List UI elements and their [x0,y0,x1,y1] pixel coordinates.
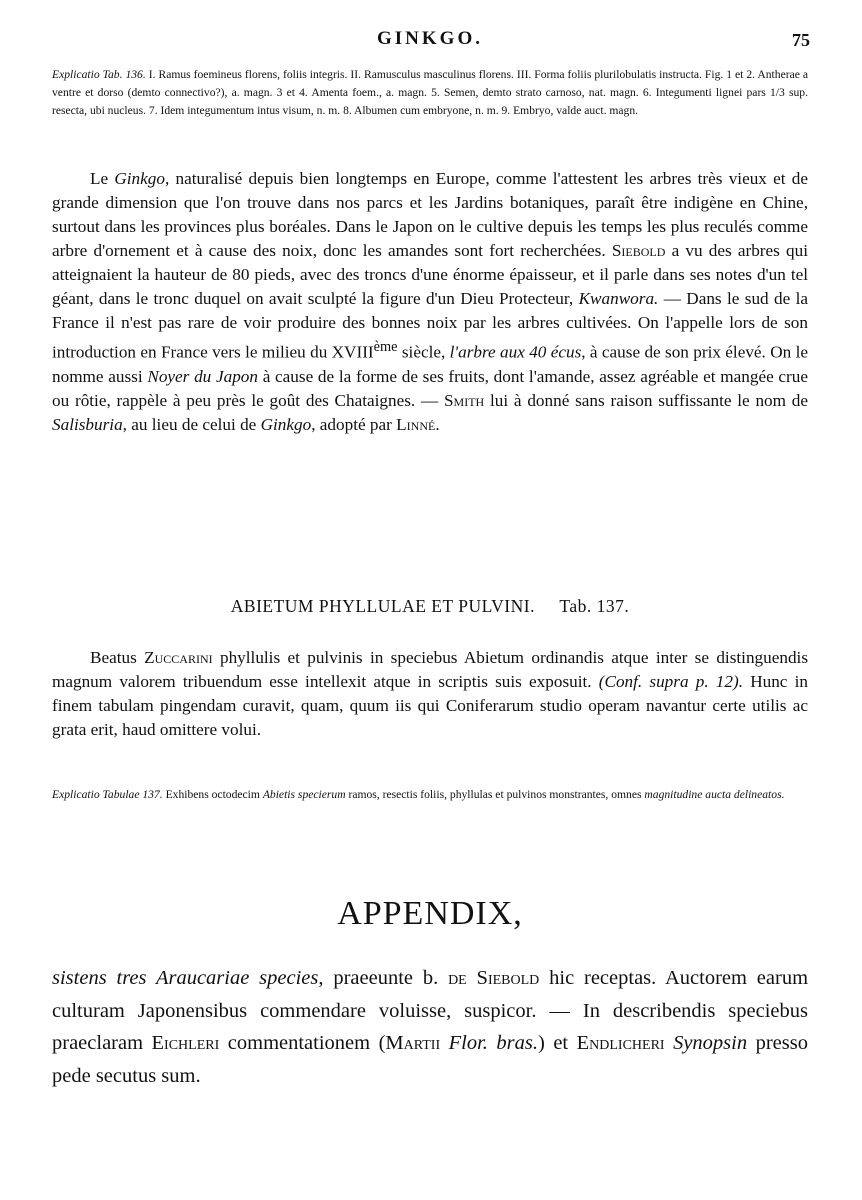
italic-run: Synopsin [664,1032,748,1054]
text-run: presso pede secutus sum. [52,1032,808,1087]
text-run: commentationem ( [219,1032,386,1054]
text-run: à cause de la forme de ses fruits, dont l'amande, assez agréable et mangée crue ou rôtie, rappèle à peu près le goût des Chataignes. — [52,366,808,410]
italic-run: Noyer du Japon [147,366,258,386]
text-run: a vu des arbres qui atteignaient la hauteur de 80 pieds, avec des troncs d'une énorme épaisseur, et il parle dans ses notes d'un tel géant, dans le tronc duquel on avait sculpté la figure d'un Dieu Protecteur, [52,241,808,308]
author-name: Eichleri [151,1032,220,1054]
author-name: Siebold [611,241,666,260]
paragraph-appendix [52,962,808,1092]
text-run: , au lieu de celui de [122,414,261,434]
text-run: ramos, resectis foliis, phyllulas et pulvinos monstrantes, omnes [345,788,645,801]
italic-run: l'arbre aux 40 écus [449,342,582,362]
italic-run: magnitudine aucta delineatos. [644,788,785,801]
text-run: hic receptas. Auctorem earum culturam Japonensibus commendare voluisse, suspicor. — In describendis speciebus praeclaram [52,967,809,1054]
caption-text: I. Ramus foemineus florens, foliis integris. II. Ramusculus masculinus florens. III. Forma foliis plurilobulatis instructa. Fig. 1 et 2. Antherae a ventre et dorso (demto connectivo?), a. magn. 3 et 4. Amenta foem., a. magn. 5. Semen, demto strato carnoso, nat. magn. 6. Integumenti lignei pars 1/3 sup. resecta, ubi nucleus. 7. Idem integumentum intus visum, n. m. 8. Albumen cum embryone, n. m. 9. Embryo, valde auct. magn. [52,68,808,117]
page-number: 75 [792,30,810,50]
text-run: Le [90,169,115,188]
italic-run: (Conf. supra p. 12). [598,672,744,691]
appendix-title: APPENDIX, [337,895,523,932]
italic-run: Ginkgo [114,169,165,188]
italic-run: Kwanwora. [578,289,659,308]
italic-run: Salisburia [52,414,123,434]
italic-run: Flor. bras. [440,1032,539,1054]
figure-caption-tab-136 [52,66,808,120]
text-run: , naturalisé depuis bien longtemps en Europe, comme l'attestent les arbres très vieux et de grande dimension que l'on trouve dans nos parcs et les Jardins botaniques, paraît être indigène en Chine, surtout dans les provinces plus boréales. Dans le Japon on le cultive depuis les temps les plus reculés comme arbre d'ornement et à cause des noix, donc les amandes sont fort recherchées. [52,169,808,260]
paragraph-abietum [52,646,808,742]
text-run: lui à donné sans raison suffissante le nom de [484,390,809,410]
running-head [50,28,810,54]
text-run: ) et [538,1032,577,1054]
italic-run: Abietis specierum [262,788,346,801]
text-run: Hunc in finem tabulam pingendam curavit, quam, quum iis qui Coniferarum studio operam navantur certe utilis ac grata erit, haud omittere volui. [52,672,808,739]
section-tab: Tab. 137. [559,596,630,616]
author-name: Linné [396,414,436,434]
text-run: Exhibens octodecim [162,788,263,801]
author-name: Endlicheri [576,1032,665,1054]
caption-label: Explicatio Tab. 136. [52,68,146,81]
section-title: ABIETUM PHYLLULAE ET PULVINI. [230,596,535,616]
text-run: . [435,414,440,434]
running-title: GINKGO. [377,28,483,49]
author-name: de Siebold [448,967,540,989]
text-run: , praeeunte b. [318,967,449,989]
author-name: Martii [385,1032,441,1054]
text-run: , à cause de son prix élevé. On le nomme aussi [52,342,808,386]
text-run: Beatus [90,648,145,667]
figure-caption-tab-137 [52,786,808,804]
caption-label: Explicatio Tabulae 137. [52,788,163,801]
italic-run: sistens tres Araucariae species [52,967,319,989]
paragraph-ginkgo [52,167,808,437]
text-run: phyllulis et pulvinis in speciebus Abietum ordinandis atque inter se distinguendis magnum valorem tribuendum esse intellexit atque in scriptis suis exposuit. [52,648,809,691]
italic-run: Ginkgo [260,414,312,434]
author-name: Zuccarini [144,648,213,667]
text-run: — Dans le sud de la France il n'est pas rare de voir produire des bonnes noix par les arbres cultivées. On l'appelle lors de son introduction en France vers le milieu du XVIII [52,289,809,362]
superscript: ème [373,339,398,355]
author-name: Smith [443,390,485,410]
text-run: siècle, [397,342,450,362]
text-run: , adopté par [311,414,397,434]
section-heading [52,596,808,617]
